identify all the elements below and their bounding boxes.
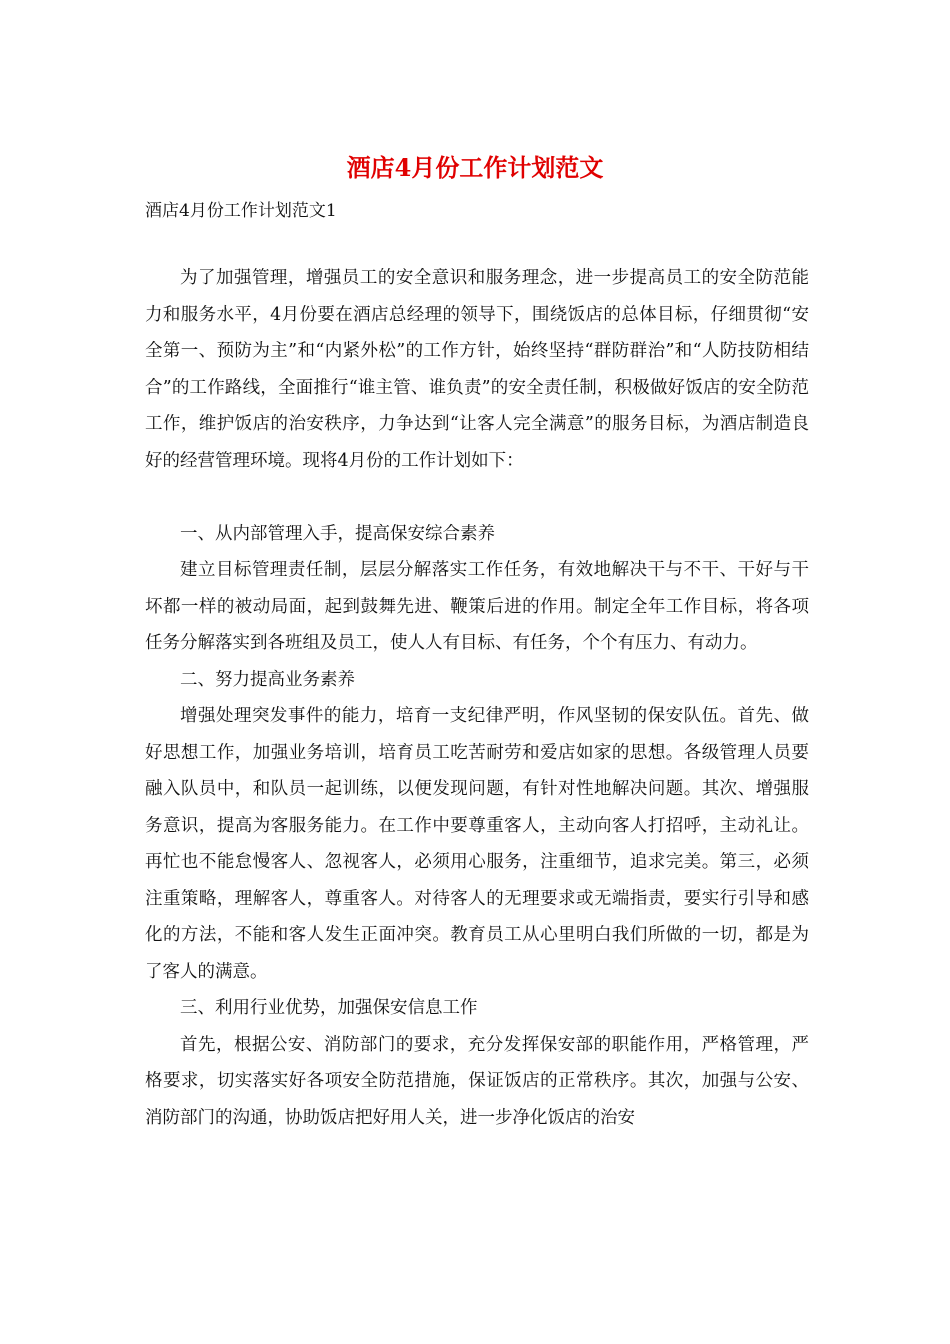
section-paragraph: 建立目标管理责任制，层层分解落实工作任务，有效地解决干与不干、干好与干坏都一样的被动局面，起到鼓舞先进、鞭策后进的作用。制定全年工作目标，将各项任务分解落实到各班组及员工，使人人有目标、有任务，个个有压力、有动力。 [145,560,809,653]
intro-paragraph: 为了加强管理，增强员工的安全意识和服务理念，进一步提高员工的安全防范能力和服务水平，4月份要在酒店总经理的领导下，围绕饭店的总体目标，仔细贯彻“安全第一、预防为主”和“内紧外松”的工作方针，始终坚持“群防群治”和“人防技防相结合”的工作路线，全面推行“谁主管、谁负责”的安全责任制，积极做好饭店的安全防范工作，维护饭店的治安秩序，力争达到“让客人完全满意”的服务目标，为酒店制造良好的经营管理环境。现将4月份的工作计划如下： [145,268,809,471]
paragraph-gap [145,479,809,516]
section-heading: 三、利用行业优势，加强保安信息工作 [180,998,478,1018]
document-subtitle: 酒店4月份工作计划范文1 [145,201,337,221]
section-heading: 一、从内部管理入手，提高保安综合素养 [180,523,495,544]
section-heading: 二、努力提高业务素养 [180,669,355,690]
document-body [145,260,809,1136]
document-title: 酒店4月份工作计划范文 [346,153,604,182]
section-paragraph: 首先，根据公安、消防部门的要求，充分发挥保安部的职能作用，严格管理，严格要求，切实落实好各项安全防范措施，保证饭店的正常秩序。其次，加强与公安、消防部门的沟通，协助饭店把好用人关，进一步净化饭店的治安 [145,1034,809,1128]
section-paragraph: 增强处理突发事件的能力，培育一支纪律严明，作风坚韧的保安队伍。首先、做好思想工作，加强业务培训，培育员工吃苦耐劳和爱店如家的思想。各级管理人员要融入队员中，和队员一起训练，以便发现问题，有针对性地解决问题。其次、增强服务意识，提高为客服务能力。在工作中要尊重客人，主动向客人打招呼，主动礼让。再忙也不能怠慢客人、忽视客人，必须用心服务，注重细节，追求完美。第三，必须注重策略，理解客人，尊重客人。对待客人的无理要求或无端指责，要实行引导和感化的方法，不能和客人发生正面冲突。教育员工从心里明白我们所做的一切，都是为了客人的满意。 [145,706,809,982]
